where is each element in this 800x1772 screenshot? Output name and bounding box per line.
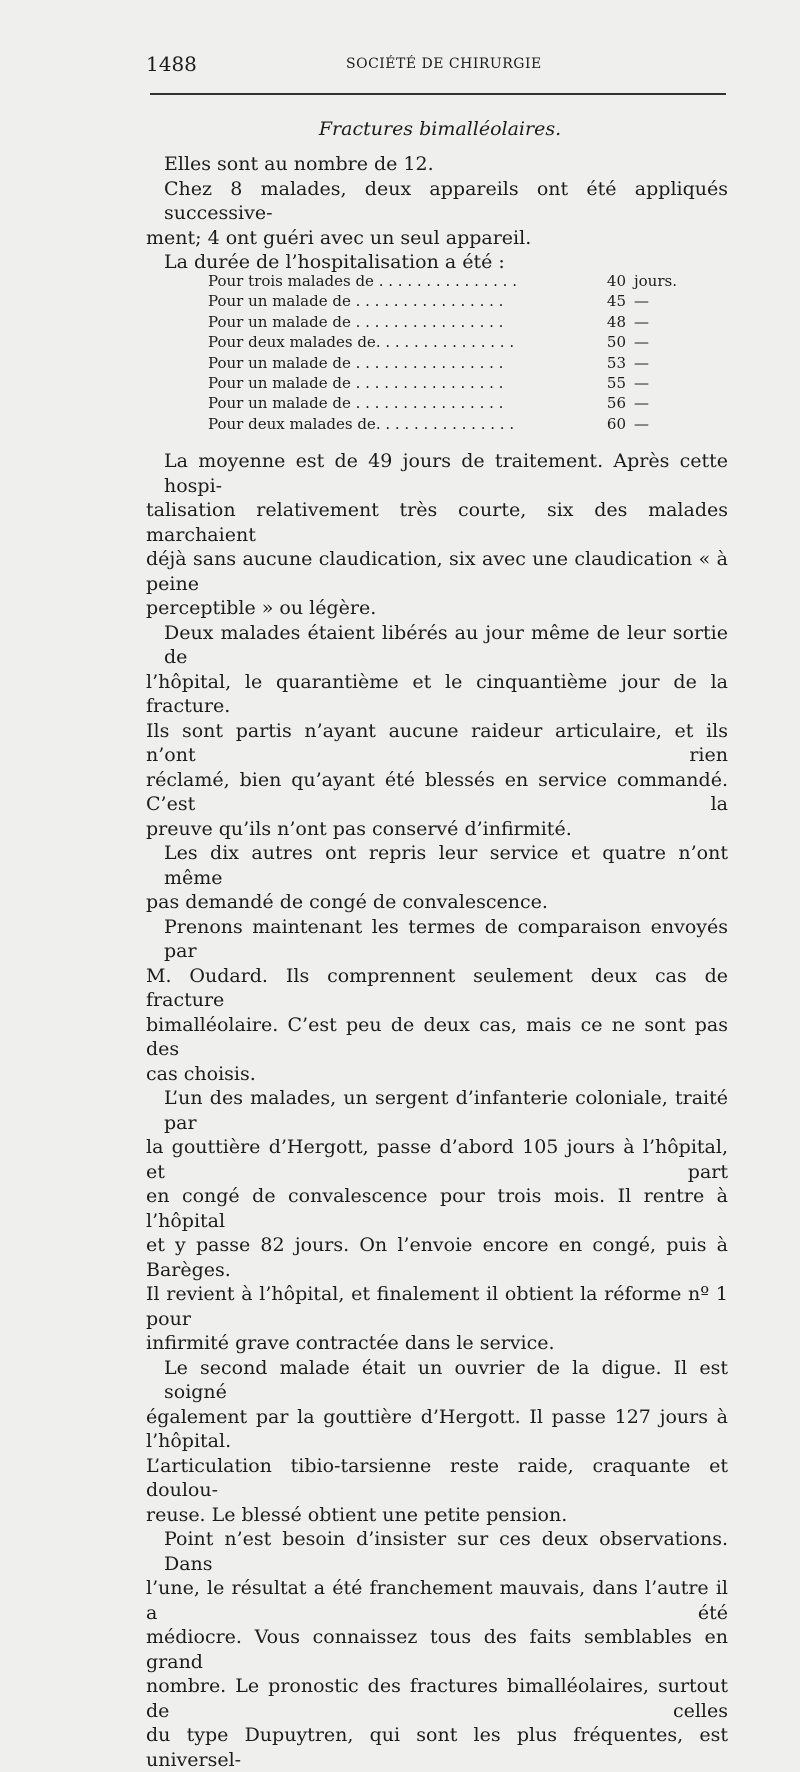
text-line: en congé de convalescence pour trois mois. Il rentre à l’hôpital xyxy=(146,1185,728,1232)
table-row xyxy=(208,271,694,291)
text-line: du type Dupuytren, qui sont les plus fréquentes, est universel- xyxy=(146,1724,728,1771)
text-line: également par la gouttière d’Hergott. Il passe 127 jours à l’hôpital. xyxy=(146,1405,728,1452)
row-label: Pour trois malades de . . . . . . . . . . . . . . . xyxy=(208,272,517,290)
text-line: Les dix autres ont repris leur service et quatre n’ont même xyxy=(164,842,728,889)
text-line: pas demandé de congé de convalescence. xyxy=(146,891,548,913)
text-line: l’une, le résultat a été franchement mauvais, dans l’autre il a été xyxy=(146,1577,728,1624)
table-row xyxy=(208,414,694,434)
row-value: 40 xyxy=(606,272,626,290)
text-line: nombre. Le pronostic des fractures bimalléolaires, surtout de celles xyxy=(146,1675,728,1722)
page-number: 1488 xyxy=(146,52,197,76)
row-unit: — xyxy=(634,414,649,433)
text-line: La durée de l’hospitalisation a été : xyxy=(164,251,505,273)
text-line: réclamé, bien qu’ayant été blessés en service commandé. C’est la xyxy=(146,768,728,815)
row-unit: — xyxy=(634,394,649,413)
text-line: Elles sont au nombre de 12. xyxy=(164,153,434,175)
row-unit: — xyxy=(634,374,649,393)
text-line: L’articulation tibio-tarsienne reste raide, craquante et doulou- xyxy=(146,1454,728,1501)
text-line: preuve qu’ils n’ont pas conservé d’infirmité. xyxy=(146,817,572,840)
table-row xyxy=(208,353,694,373)
text-line: déjà sans aucune claudication, six avec une claudication « à peine xyxy=(146,548,728,595)
text-line: M. Oudard. Ils comprennent seulement deux cas de fracture xyxy=(146,964,728,1011)
section-title: Fractures bimalléolaires. xyxy=(318,118,562,140)
text-line: l’hôpital, le quarantième et le cinquantième jour de la fracture. xyxy=(146,670,728,717)
text-line: Chez 8 malades, deux appareils ont été appliqués successive- xyxy=(164,177,728,224)
row-unit: jours. xyxy=(634,272,677,290)
text-line: Prenons maintenant les termes de comparaison envoyés par xyxy=(164,915,728,962)
text-line: L’un des malades, un sergent d’infanterie coloniale, traité par xyxy=(164,1087,728,1134)
row-value: 50 xyxy=(606,333,626,352)
row-value: 56 xyxy=(606,394,626,413)
text-line: et y passe 82 jours. On l’envoie encore en congé, puis à Barèges. xyxy=(146,1234,728,1281)
text-line: reuse. Le blessé obtient une petite pension. xyxy=(146,1503,568,1526)
row-label: Pour un malade de . . . . . . . . . . . . . . . . xyxy=(208,353,504,372)
intro-paragraph xyxy=(146,152,728,275)
text-line: la gouttière d’Hergott, passe d’abord 105 jours à l’hôpital, et part xyxy=(146,1136,728,1183)
row-value: 48 xyxy=(606,312,626,331)
row-label: Pour deux malades de. . . . . . . . . . . . . . . xyxy=(208,414,515,433)
header-rule xyxy=(150,93,726,95)
table-row xyxy=(208,312,694,332)
row-label: Pour un malade de . . . . . . . . . . . . . . . . xyxy=(208,292,504,311)
row-label: Pour un malade de . . . . . . . . . . . . . . . . xyxy=(208,312,504,331)
row-unit: — xyxy=(634,292,649,311)
text-line: La moyenne est de 49 jours de traitement. Après cette hospi- xyxy=(164,450,728,497)
row-value: 53 xyxy=(606,353,626,372)
page-header xyxy=(146,52,726,80)
table-row xyxy=(208,373,694,393)
text-line: bimalléolaire. C’est peu de deux cas, mais ce ne sont pas des xyxy=(146,1013,728,1060)
table-row xyxy=(208,332,694,352)
row-label: Pour un malade de . . . . . . . . . . . . . . . . xyxy=(208,374,504,393)
row-unit: — xyxy=(634,333,649,352)
table-row xyxy=(208,291,694,311)
text-line: Point n’est besoin d’insister sur ces deux observations. Dans xyxy=(164,1528,728,1575)
text-line: perceptible » ou légère. xyxy=(146,597,377,619)
row-unit: — xyxy=(634,353,649,372)
row-value: 55 xyxy=(606,374,626,393)
text-line: Ils sont partis n’ayant aucune raideur articulaire, et ils n’ont rien xyxy=(146,719,728,766)
text-line: médiocre. Vous connaissez tous des faits semblables en grand xyxy=(146,1626,728,1673)
text-line: infirmité grave contractée dans le service. xyxy=(146,1332,555,1354)
text-line: Le second malade était un ouvrier de la digue. Il est soigné xyxy=(164,1356,728,1403)
running-title: SOCIÉTÉ DE CHIRURGIE xyxy=(346,56,542,72)
duration-table xyxy=(208,271,694,434)
row-label: Pour un malade de . . . . . . . . . . . . . . . . xyxy=(208,394,504,413)
table-row xyxy=(208,393,694,413)
row-label: Pour deux malades de. . . . . . . . . . . . . . . xyxy=(208,333,515,352)
body-text xyxy=(146,449,728,1772)
text-line: Deux malades étaient libérés au jour même de leur sortie de xyxy=(164,621,728,668)
text-line: ment; 4 ont guéri avec un seul appareil. xyxy=(146,226,532,249)
text-line: cas choisis. xyxy=(146,1062,256,1085)
row-value: 60 xyxy=(606,414,626,433)
row-value: 45 xyxy=(606,292,626,311)
text-line: talisation relativement très courte, six des malades marchaient xyxy=(146,499,728,546)
row-unit: — xyxy=(634,312,649,331)
text-line: Il revient à l’hôpital, et finalement il obtient la réforme nº 1 pour xyxy=(146,1283,728,1330)
